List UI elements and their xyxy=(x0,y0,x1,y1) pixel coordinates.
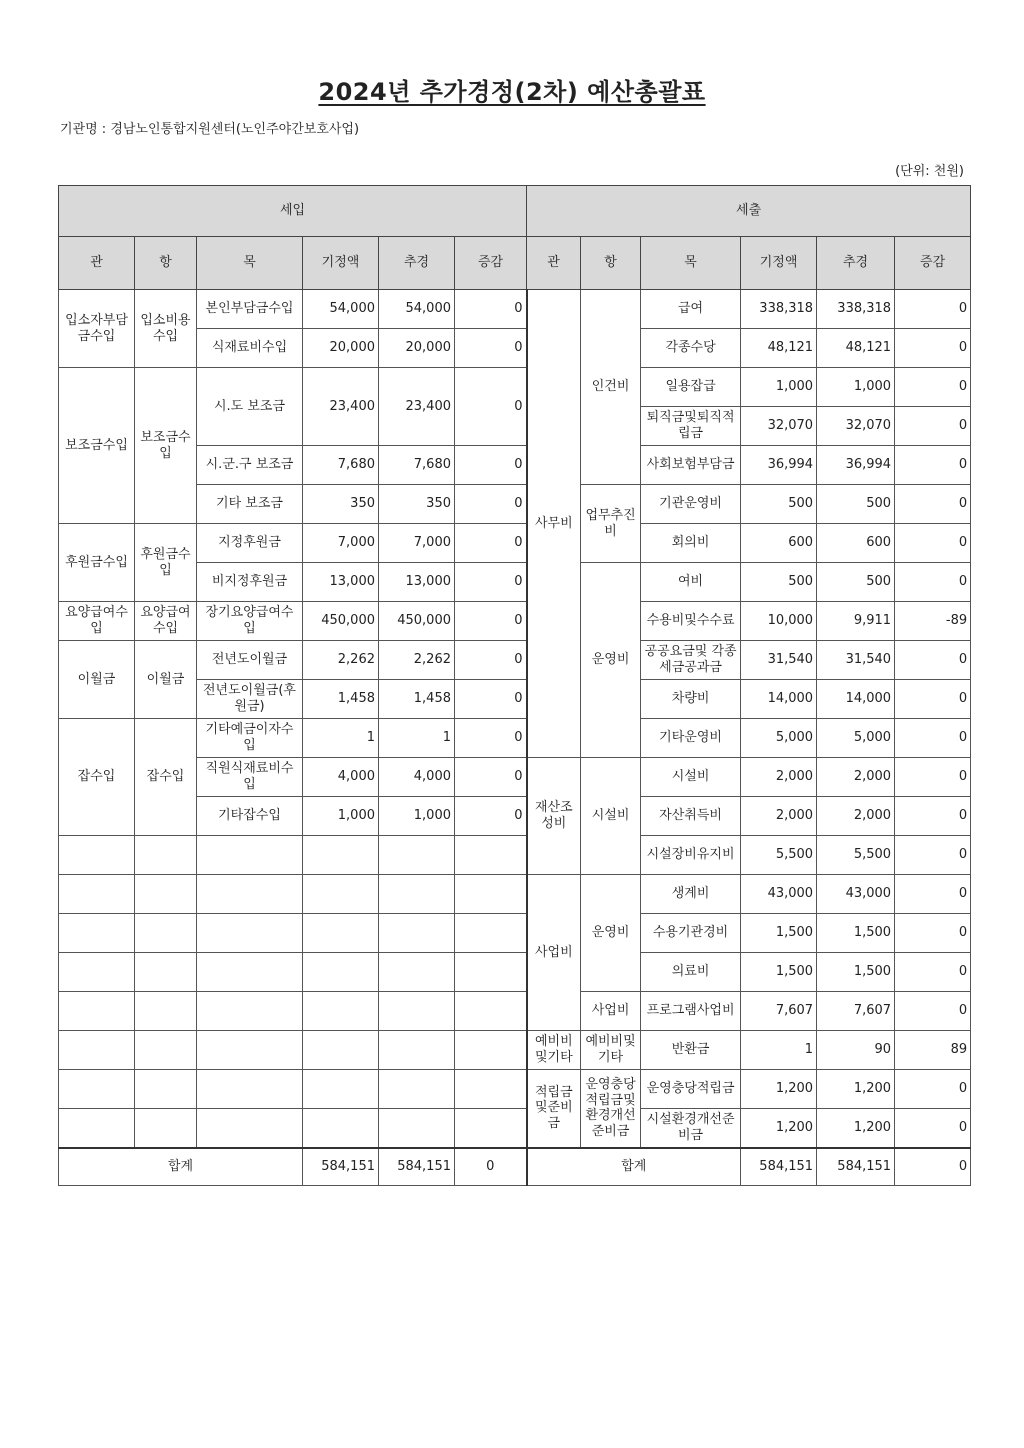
income-gwan: 요양급여수입 xyxy=(59,602,135,641)
table-row xyxy=(59,875,971,914)
income-original: 23,400 xyxy=(303,368,379,446)
expense-diff: 0 xyxy=(895,1070,971,1109)
expense-total-original: 584,151 xyxy=(741,1148,817,1186)
expense-diff: 0 xyxy=(895,641,971,680)
expense-mok: 회의비 xyxy=(641,524,741,563)
income-diff: 0 xyxy=(455,563,527,602)
expense-diff: 0 xyxy=(895,485,971,524)
income-original: 4,000 xyxy=(303,758,379,797)
table-row xyxy=(59,953,971,992)
income-mok: 식재료비수입 xyxy=(197,329,303,368)
income-diff: 0 xyxy=(455,290,527,329)
income-total-diff: 0 xyxy=(455,1148,527,1186)
expense-original: 5,500 xyxy=(741,836,817,875)
income-original: 7,000 xyxy=(303,524,379,563)
income-diff: 0 xyxy=(455,368,527,446)
table-row xyxy=(59,914,971,953)
expense-mok: 시설환경개선준비금 xyxy=(641,1109,741,1148)
income-revised: 4,000 xyxy=(379,758,455,797)
expense-hang: 운영충당적립금및환경개선준비금 xyxy=(581,1070,641,1148)
expense-original: 1,200 xyxy=(741,1109,817,1148)
expense-revised: 32,070 xyxy=(817,407,895,446)
expense-mok: 시설장비유지비 xyxy=(641,836,741,875)
income-hang: 이월금 xyxy=(135,641,197,719)
income-diff: 0 xyxy=(455,758,527,797)
expense-diff: -89 xyxy=(895,602,971,641)
expense-original: 32,070 xyxy=(741,407,817,446)
expense-original: 43,000 xyxy=(741,875,817,914)
income-diff: 0 xyxy=(455,797,527,836)
income-original: 13,000 xyxy=(303,563,379,602)
income-revised: 450,000 xyxy=(379,602,455,641)
col-diff: 증감 xyxy=(895,237,971,290)
col-gwan: 관 xyxy=(59,237,135,290)
income-gwan: 잡수입 xyxy=(59,719,135,836)
expense-original: 31,540 xyxy=(741,641,817,680)
expense-hang: 예비비및기타 xyxy=(581,1031,641,1070)
income-mok: 장기요양급여수입 xyxy=(197,602,303,641)
expense-diff: 0 xyxy=(895,563,971,602)
expense-revised: 1,200 xyxy=(817,1109,895,1148)
col-hang: 항 xyxy=(581,237,641,290)
table-row xyxy=(59,836,971,875)
income-original: 350 xyxy=(303,485,379,524)
expense-original: 338,318 xyxy=(741,290,817,329)
table-row xyxy=(59,641,971,680)
income-hang: 보조금수입 xyxy=(135,368,197,524)
expense-original: 1,500 xyxy=(741,953,817,992)
expense-revised: 500 xyxy=(817,563,895,602)
expense-mok: 자산취득비 xyxy=(641,797,741,836)
income-mok: 비지정후원금 xyxy=(197,563,303,602)
expense-mok: 각종수당 xyxy=(641,329,741,368)
income-hang: 요양급여수입 xyxy=(135,602,197,641)
col-revised: 추경 xyxy=(817,237,895,290)
expense-diff: 0 xyxy=(895,953,971,992)
expense-mok: 시설비 xyxy=(641,758,741,797)
table-row xyxy=(59,1109,971,1148)
income-mok: 전년도이월금(후원금) xyxy=(197,680,303,719)
expense-original: 500 xyxy=(741,563,817,602)
expense-diff: 0 xyxy=(895,329,971,368)
expense-diff: 0 xyxy=(895,524,971,563)
expense-mok: 차량비 xyxy=(641,680,741,719)
income-original: 450,000 xyxy=(303,602,379,641)
col-revised: 추경 xyxy=(379,237,455,290)
income-revised: 1 xyxy=(379,719,455,758)
expense-mok: 일용잡급 xyxy=(641,368,741,407)
expense-original: 1,000 xyxy=(741,368,817,407)
expense-gwan: 사무비 xyxy=(527,290,581,758)
expense-original: 2,000 xyxy=(741,758,817,797)
expense-total-label: 합계 xyxy=(527,1148,741,1186)
income-original: 54,000 xyxy=(303,290,379,329)
expense-mok: 공공요금및 각종세금공과금 xyxy=(641,641,741,680)
income-total-label: 합계 xyxy=(59,1148,303,1186)
col-mok: 목 xyxy=(641,237,741,290)
income-original: 20,000 xyxy=(303,329,379,368)
expense-original: 14,000 xyxy=(741,680,817,719)
income-gwan: 후원금수입 xyxy=(59,524,135,602)
expense-mok: 급여 xyxy=(641,290,741,329)
expense-gwan: 사업비 xyxy=(527,875,581,1031)
expense-hang: 사업비 xyxy=(581,992,641,1031)
income-total-revised: 584,151 xyxy=(379,1148,455,1186)
income-revised: 1,000 xyxy=(379,797,455,836)
expense-total-revised: 584,151 xyxy=(817,1148,895,1186)
income-mok: 기타 보조금 xyxy=(197,485,303,524)
expense-mok: 기관운영비 xyxy=(641,485,741,524)
income-revised: 7,000 xyxy=(379,524,455,563)
expense-diff: 0 xyxy=(895,797,971,836)
expense-revised: 90 xyxy=(817,1031,895,1070)
table-row xyxy=(59,602,971,641)
income-revised: 7,680 xyxy=(379,446,455,485)
income-diff: 0 xyxy=(455,524,527,563)
expense-original: 7,607 xyxy=(741,992,817,1031)
income-original: 1 xyxy=(303,719,379,758)
income-revised: 2,262 xyxy=(379,641,455,680)
col-original: 기정액 xyxy=(303,237,379,290)
income-diff: 0 xyxy=(455,446,527,485)
expense-revised: 5,500 xyxy=(817,836,895,875)
income-revised: 350 xyxy=(379,485,455,524)
expense-revised: 338,318 xyxy=(817,290,895,329)
expense-hang: 업무추진비 xyxy=(581,485,641,563)
income-diff: 0 xyxy=(455,641,527,680)
col-mok: 목 xyxy=(197,237,303,290)
income-gwan: 이월금 xyxy=(59,641,135,719)
expense-diff: 0 xyxy=(895,992,971,1031)
income-mok: 직원식재료비수입 xyxy=(197,758,303,797)
table-row xyxy=(59,1070,971,1109)
expense-original: 500 xyxy=(741,485,817,524)
expense-diff: 0 xyxy=(895,875,971,914)
expense-revised: 5,000 xyxy=(817,719,895,758)
income-hang: 후원금수입 xyxy=(135,524,197,602)
col-gwan: 관 xyxy=(527,237,581,290)
page-title: 2024년 추가경정(2차) 예산총괄표 xyxy=(318,78,706,106)
income-hang: 입소비용수입 xyxy=(135,290,197,368)
expense-revised: 600 xyxy=(817,524,895,563)
table-row xyxy=(59,1031,971,1070)
expense-original: 48,121 xyxy=(741,329,817,368)
expense-revised: 2,000 xyxy=(817,797,895,836)
unit-label: (단위: 천원) xyxy=(895,164,964,179)
table-row xyxy=(59,719,971,758)
budget-summary-table xyxy=(58,185,971,1186)
expense-diff: 0 xyxy=(895,719,971,758)
expense-diff: 0 xyxy=(895,368,971,407)
expense-diff: 0 xyxy=(895,1109,971,1148)
expense-mok: 퇴직금및퇴직적립금 xyxy=(641,407,741,446)
expense-gwan: 예비비및기타 xyxy=(527,1031,581,1070)
table-row xyxy=(59,368,971,407)
expense-mok: 여비 xyxy=(641,563,741,602)
expense-hang: 운영비 xyxy=(581,875,641,992)
expense-mok: 운영충당적립금 xyxy=(641,1070,741,1109)
expense-mok: 반환금 xyxy=(641,1031,741,1070)
expense-diff: 0 xyxy=(895,407,971,446)
income-mok: 기타예금이자수입 xyxy=(197,719,303,758)
expense-revised: 7,607 xyxy=(817,992,895,1031)
expense-mok: 수용기관경비 xyxy=(641,914,741,953)
income-hang: 잡수입 xyxy=(135,719,197,836)
income-revised: 54,000 xyxy=(379,290,455,329)
expense-mok: 프로그램사업비 xyxy=(641,992,741,1031)
income-original: 1,000 xyxy=(303,797,379,836)
expense-mok: 수용비및수수료 xyxy=(641,602,741,641)
expense-diff: 0 xyxy=(895,446,971,485)
expense-mok: 기타운영비 xyxy=(641,719,741,758)
income-section-header: 세입 xyxy=(59,186,527,237)
income-mok: 본인부담금수입 xyxy=(197,290,303,329)
expense-revised: 1,500 xyxy=(817,953,895,992)
income-revised: 13,000 xyxy=(379,563,455,602)
expense-revised: 1,500 xyxy=(817,914,895,953)
expense-revised: 14,000 xyxy=(817,680,895,719)
income-total-original: 584,151 xyxy=(303,1148,379,1186)
expense-section-header: 세출 xyxy=(527,186,971,237)
expense-revised: 500 xyxy=(817,485,895,524)
expense-revised: 1,000 xyxy=(817,368,895,407)
expense-diff: 0 xyxy=(895,290,971,329)
expense-gwan: 재산조성비 xyxy=(527,758,581,875)
expense-revised: 48,121 xyxy=(817,329,895,368)
expense-mok: 생계비 xyxy=(641,875,741,914)
expense-revised: 43,000 xyxy=(817,875,895,914)
income-mok: 지정후원금 xyxy=(197,524,303,563)
expense-gwan: 적립금및준비금 xyxy=(527,1070,581,1148)
expense-diff: 0 xyxy=(895,914,971,953)
income-diff: 0 xyxy=(455,485,527,524)
table-row xyxy=(59,290,971,329)
table-row xyxy=(59,524,971,563)
expense-original: 600 xyxy=(741,524,817,563)
expense-diff: 0 xyxy=(895,758,971,797)
expense-mok: 사회보험부담금 xyxy=(641,446,741,485)
income-original: 2,262 xyxy=(303,641,379,680)
income-original: 7,680 xyxy=(303,446,379,485)
income-revised: 1,458 xyxy=(379,680,455,719)
income-diff: 0 xyxy=(455,329,527,368)
expense-total-diff: 0 xyxy=(895,1148,971,1186)
expense-hang: 운영비 xyxy=(581,563,641,758)
income-diff: 0 xyxy=(455,680,527,719)
expense-original: 1,500 xyxy=(741,914,817,953)
income-diff: 0 xyxy=(455,602,527,641)
agency-name: 기관명 : 경남노인통합지원센터(노인주야간보호사업) xyxy=(60,122,360,137)
expense-hang: 시설비 xyxy=(581,758,641,875)
expense-diff: 89 xyxy=(895,1031,971,1070)
table-row xyxy=(59,992,971,1031)
income-revised: 20,000 xyxy=(379,329,455,368)
expense-original: 5,000 xyxy=(741,719,817,758)
total-row xyxy=(59,1148,971,1186)
income-gwan: 입소자부담금수입 xyxy=(59,290,135,368)
col-original: 기정액 xyxy=(741,237,817,290)
expense-diff: 0 xyxy=(895,836,971,875)
income-original: 1,458 xyxy=(303,680,379,719)
expense-diff: 0 xyxy=(895,680,971,719)
expense-revised: 9,911 xyxy=(817,602,895,641)
income-diff: 0 xyxy=(455,719,527,758)
expense-original: 36,994 xyxy=(741,446,817,485)
expense-revised: 1,200 xyxy=(817,1070,895,1109)
income-mok: 시.군.구 보조금 xyxy=(197,446,303,485)
income-mok: 시.도 보조금 xyxy=(197,368,303,446)
expense-revised: 31,540 xyxy=(817,641,895,680)
col-hang: 항 xyxy=(135,237,197,290)
income-mok: 전년도이월금 xyxy=(197,641,303,680)
income-revised: 23,400 xyxy=(379,368,455,446)
expense-revised: 2,000 xyxy=(817,758,895,797)
expense-mok: 의료비 xyxy=(641,953,741,992)
expense-revised: 36,994 xyxy=(817,446,895,485)
expense-original: 2,000 xyxy=(741,797,817,836)
expense-hang: 인건비 xyxy=(581,290,641,485)
expense-original: 10,000 xyxy=(741,602,817,641)
expense-original: 1 xyxy=(741,1031,817,1070)
expense-original: 1,200 xyxy=(741,1070,817,1109)
income-gwan: 보조금수입 xyxy=(59,368,135,524)
income-mok: 기타잡수입 xyxy=(197,797,303,836)
col-diff: 증감 xyxy=(455,237,527,290)
